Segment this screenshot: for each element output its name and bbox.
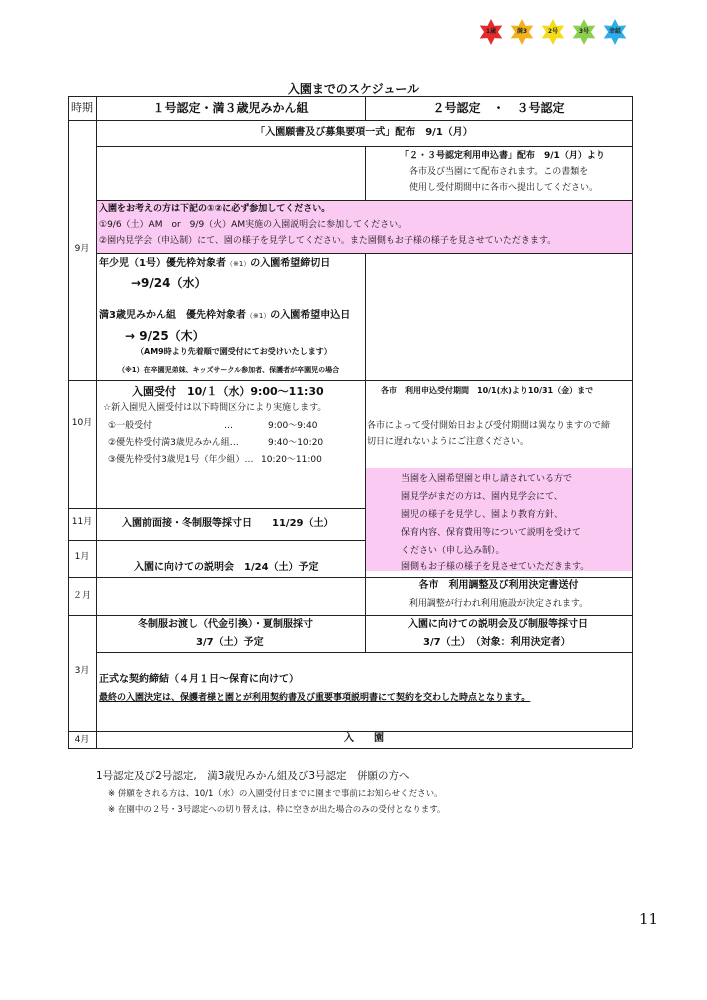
contract-note: 最終の入園決定は、保護者様と園とが利用契約書及び重要事項説明書にて契約を交わした時点となります。 [99, 693, 531, 703]
header-col2: ２号認定 ・ ３号認定 [432, 101, 565, 115]
tour-line: 保育内容、保育費用等について説明を受けて [401, 528, 581, 538]
tour-line: 園見学がまだの方は、園内見学会にて、 [401, 492, 563, 502]
schedule-table [68, 96, 632, 748]
reception-title: 入園受付 10/１（水）9:00～11:30 [132, 385, 324, 398]
category-badges [478, 19, 628, 47]
badge-label: 2号 [547, 28, 559, 35]
page-number: 11 [639, 910, 659, 928]
info-session-line: ②園内見学会（申込制）にて、園の様子を見学してください。また園側もお子様の様子を見させていただきます。 [99, 236, 557, 246]
badge-label: 1歳 [485, 28, 497, 35]
priority-mikan-heading: 満3歳児みかん組 優先枠対象者（※1）の入園希望申込日 [99, 310, 351, 321]
priority-mikan-date: → 9/25（木） [125, 329, 205, 343]
reception-row-time: 9:40～10:20 [268, 438, 324, 448]
info-session-line: ①9/6（土）AM or 9/9（火）AM実施の入園説明会に参加してください。 [99, 220, 408, 230]
page-title: 入園までのスケジュール [287, 82, 420, 96]
priority-nenshou-deadline: →9/24（水） [131, 276, 207, 290]
reception-subtitle: ☆新入園児入園受付は以下時間区分により実施します。 [103, 403, 327, 413]
reception-row-label: ②優先枠受付満3歳児みかん組… [108, 438, 239, 448]
contract-title: 正式な契約締結（４月１日～保育に向けて） [99, 674, 299, 685]
month-sep: 9月 [74, 244, 90, 254]
badge-star-icon [540, 19, 566, 45]
badge-star-icon [571, 19, 597, 45]
adjustment-title: 各市 利用調整及び利用決定書送付 [418, 580, 579, 591]
badge-star-icon [478, 19, 504, 45]
application-period-title: 各市 利用申込受付期間 10/1(水)より10/31（金）まで [381, 386, 594, 395]
tour-line: ください（申し込み制）。 [401, 546, 505, 556]
form-distribution-title: 「２・３号認定利用申込書」配布 9/1（月）より [400, 151, 605, 161]
month-apr: 4月 [74, 735, 90, 745]
reception-row-time: 10:20～11:00 [261, 455, 322, 465]
interview-date: 入園前面接・冬制服等採寸日 11/29（土） [122, 518, 334, 529]
form-distribution-line: 使用し受付期間中に各市へ提出してください。 [409, 183, 599, 193]
month-mar: 3月 [74, 666, 90, 676]
month-jan: 1月 [74, 552, 90, 562]
month-nov: 11月 [71, 517, 93, 527]
badge-star-icon [509, 19, 535, 45]
info-session-title: 入園をお考えの方は下記の①②に必ず参加してください。 [99, 204, 331, 214]
priority-footnote: （※1）在卒園児弟妹、キッズサークル参加者、保護者が卒園児の場合 [118, 366, 340, 374]
badge-label: 満3 [516, 28, 528, 35]
footer-note: ※ 併願をされる方は、10/1（水）の入園受付日までに園まで事前にお知らせください。 [108, 789, 443, 799]
application-distribution: 「入園願書及び募集要項一式」配布 9/1（月） [255, 127, 473, 138]
enrollment: 入 園 [344, 733, 384, 744]
month-oct: 10月 [71, 418, 93, 428]
uniform-handover: 冬制服お渡し（代金引換）・夏制服採寸 [138, 619, 313, 630]
badge-label: 3号 [578, 28, 590, 35]
header-col1: １号認定・満３歳児みかん組 [152, 101, 309, 115]
application-period-line: 各市によって受付開始日および受付期間は異なりますので締 [367, 421, 611, 431]
march-briefing-date: 3/7（土） （対象：利用決定者） [423, 637, 571, 648]
month-feb: ２月 [72, 591, 91, 601]
header-period: 時期 [71, 101, 93, 114]
tour-line: 園児の様子を見学し、園より教育方針、 [401, 510, 564, 520]
priority-mikan-sub: （AM9時より先着順で園受付にてお受けいたします） [136, 347, 332, 356]
uniform-handover-date: 3/7（土）予定 [196, 637, 264, 648]
reception-row-label: ③優先枠受付3歳児1号（年少組）… [108, 455, 254, 465]
badge-star-icon [602, 19, 628, 45]
adjustment-line: 利用調整が行われ利用施設が決定されます。 [408, 599, 589, 609]
january-briefing: 入園に向けての説明会 1/24（土）予定 [134, 562, 319, 573]
reception-row-time: 9:00～9:40 [268, 421, 318, 431]
application-period-line: 切日に遅れないようにご注意ください。 [367, 437, 530, 447]
tour-line: 園側もお子様の様子を見させていただきます。 [401, 562, 590, 572]
priority-nenshou-heading: 年少児（1号）優先枠対象者（※1）の入園希望締切日 [99, 258, 331, 269]
footer-heading: 1号認定及び2号認定, 満3歳児みかん組及び3号認定 併願の方へ [96, 770, 410, 782]
form-distribution-line: 各市及び当園にて配布されます。この書類を [409, 167, 589, 177]
badge-label: 幸組 [608, 28, 621, 35]
reception-row-label: ①一般受付 [108, 421, 153, 431]
footer-note: ※ 在園中の２号・3号認定への切り替えは、枠に空きが出た場合のみの受付となります。 [108, 805, 446, 815]
march-briefing: 入園に向けての説明会及び制服等採寸日 [408, 619, 588, 630]
reception-row-dots: … [224, 421, 233, 431]
tour-line: 当園を入園希望園と申し請されている方で [401, 474, 573, 484]
